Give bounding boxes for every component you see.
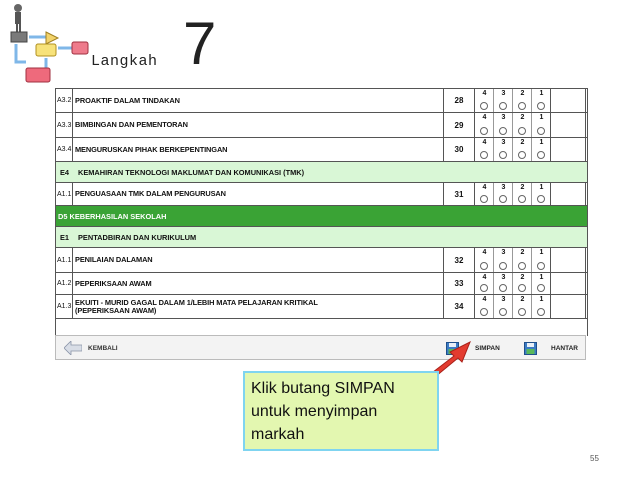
rating-option xyxy=(532,273,551,294)
rating-option xyxy=(532,89,551,112)
floppy-disk-send-icon xyxy=(524,342,537,355)
rating-label: 1 xyxy=(539,114,544,121)
rating-radio[interactable] xyxy=(518,102,526,110)
rating-option xyxy=(532,138,551,161)
rating-radio[interactable] xyxy=(499,127,507,135)
rating-label: 2 xyxy=(520,274,525,281)
rating-radio[interactable] xyxy=(518,151,526,159)
table-row xyxy=(56,273,587,295)
rating-option xyxy=(532,295,551,318)
row-label-text: BIMBINGAN DAN PEMENTORAN xyxy=(75,120,188,129)
row-number: 32 xyxy=(444,248,475,272)
back-arrow-icon xyxy=(64,341,82,355)
rating-option xyxy=(494,248,513,272)
category-label: KEMAHIRAN TEKNOLOGI MAKLUMAT DAN KOMUNIKASI (TMK) xyxy=(78,167,305,177)
category-code: E1 xyxy=(60,232,70,242)
rating-label: 2 xyxy=(520,296,525,303)
rating-label: 3 xyxy=(501,114,506,121)
rating-option xyxy=(494,138,513,161)
category-row xyxy=(56,162,587,183)
empty-cell xyxy=(551,183,586,205)
rating-label: 4 xyxy=(482,274,487,281)
table-row xyxy=(56,295,587,319)
row-code: A1.2 xyxy=(56,273,73,294)
table-row xyxy=(56,113,587,138)
row-label-text: EKUITI - MURID GAGAL DALAM 1/LEBIH MATA PELAJARAN KRITIKAL xyxy=(75,297,318,307)
row-label-text: PROAKTIF DALAM TINDAKAN xyxy=(75,95,180,105)
category-label: PENTADBIRAN DAN KURIKULUM xyxy=(78,232,197,242)
rating-option xyxy=(513,273,532,294)
rating-label: 4 xyxy=(482,249,487,256)
rating-label: 2 xyxy=(520,139,525,146)
rating-option xyxy=(475,183,494,205)
rating-scale xyxy=(475,248,551,272)
rating-option xyxy=(513,183,532,205)
back-button-label: KEMBALI xyxy=(88,344,118,352)
table-row xyxy=(56,248,587,273)
rating-radio[interactable] xyxy=(537,195,545,203)
rating-radio[interactable] xyxy=(499,308,507,316)
row-label xyxy=(73,295,444,318)
rating-option xyxy=(532,183,551,205)
rating-radio[interactable] xyxy=(480,127,488,135)
rating-option xyxy=(494,273,513,294)
rating-option xyxy=(513,113,532,137)
row-label-text: PENGUASAAN TMK DALAM PENGURUSAN xyxy=(75,189,226,198)
section-row xyxy=(56,206,587,227)
rating-option xyxy=(475,248,494,272)
instruction-callout xyxy=(243,371,439,451)
rating-label: 4 xyxy=(482,114,487,121)
rating-option xyxy=(513,295,532,318)
rating-label: 1 xyxy=(539,249,544,256)
rating-radio[interactable] xyxy=(499,262,507,270)
row-code: A3.4 xyxy=(56,138,73,161)
rating-scale xyxy=(475,89,551,112)
rating-option xyxy=(494,89,513,112)
rating-label: 1 xyxy=(539,139,544,146)
row-number: 31 xyxy=(444,183,475,205)
category-cell xyxy=(56,162,587,182)
rating-option xyxy=(513,138,532,161)
row-code: A1.1 xyxy=(56,183,73,205)
rating-radio[interactable] xyxy=(537,284,545,292)
rating-radio[interactable] xyxy=(537,262,545,270)
send-button-label: HANTAR xyxy=(551,344,578,352)
rating-label: 3 xyxy=(501,249,506,256)
rating-label: 3 xyxy=(501,274,506,281)
empty-cell xyxy=(551,89,586,112)
rating-option xyxy=(532,113,551,137)
section-label: D5 KEBERHASILAN SEKOLAH xyxy=(58,211,167,221)
empty-cell xyxy=(551,295,586,318)
rating-radio[interactable] xyxy=(518,284,526,292)
rating-option xyxy=(475,113,494,137)
empty-cell xyxy=(551,248,586,272)
row-label xyxy=(73,113,444,137)
rating-radio[interactable] xyxy=(480,195,488,203)
rating-label: 3 xyxy=(501,90,506,97)
rating-radio[interactable] xyxy=(537,308,545,316)
empty-cell xyxy=(551,113,586,137)
rating-radio[interactable] xyxy=(499,151,507,159)
back-button[interactable] xyxy=(64,340,118,356)
callout-line-1: Klik butang SIMPAN xyxy=(251,380,395,397)
row-code: A3.2 xyxy=(56,89,73,112)
rating-label: 4 xyxy=(482,184,487,191)
row-label xyxy=(73,183,444,205)
rating-scale xyxy=(475,273,551,294)
row-label xyxy=(73,89,444,112)
callout-line-2: untuk menyimpan xyxy=(251,403,378,420)
rating-label: 2 xyxy=(520,90,525,97)
bottom-button-bar xyxy=(55,335,586,360)
send-button[interactable] xyxy=(524,339,578,357)
rating-option xyxy=(513,89,532,112)
row-number: 29 xyxy=(444,113,475,137)
rating-radio[interactable] xyxy=(499,195,507,203)
category-cell xyxy=(56,227,587,247)
rating-radio[interactable] xyxy=(518,195,526,203)
rating-label: 2 xyxy=(520,114,525,121)
rating-scale xyxy=(475,183,551,205)
table-row xyxy=(56,183,587,206)
rating-radio[interactable] xyxy=(518,262,526,270)
row-label-text: PENILAIAN DALAMAN xyxy=(75,255,153,264)
rating-label: 1 xyxy=(539,296,544,303)
rating-radio[interactable] xyxy=(518,308,526,316)
rating-option xyxy=(532,248,551,272)
row-code: A3.3 xyxy=(56,113,73,137)
header-word: Langkah xyxy=(91,53,158,70)
row-number: 34 xyxy=(444,295,475,318)
rating-label: 1 xyxy=(539,274,544,281)
rating-radio[interactable] xyxy=(480,151,488,159)
rating-option xyxy=(513,248,532,272)
save-button-label: SIMPAN xyxy=(475,344,500,352)
assessment-table xyxy=(55,88,588,336)
row-code: A1.3 xyxy=(56,295,73,318)
rating-radio[interactable] xyxy=(480,102,488,110)
empty-cell xyxy=(551,273,586,294)
row-label-text: PEPERIKSAAN AWAM xyxy=(75,278,152,288)
rating-radio[interactable] xyxy=(518,127,526,135)
rating-label: 3 xyxy=(501,296,506,303)
row-label-text: MENGURUSKAN PIHAK BERKEPENTINGAN xyxy=(75,144,228,154)
table-row xyxy=(56,138,587,162)
rating-label: 2 xyxy=(520,184,525,191)
rating-option xyxy=(475,273,494,294)
row-number: 33 xyxy=(444,273,475,294)
rating-option xyxy=(475,138,494,161)
rating-option xyxy=(475,89,494,112)
rating-label: 4 xyxy=(482,296,487,303)
rating-option xyxy=(494,113,513,137)
rating-label: 3 xyxy=(501,184,506,191)
row-label xyxy=(73,248,444,272)
flowchart-logo-icon xyxy=(6,2,90,88)
rating-option xyxy=(494,183,513,205)
row-code: A1.1 xyxy=(56,248,73,272)
rating-label: 1 xyxy=(539,184,544,191)
rating-option xyxy=(494,295,513,318)
row-number: 30 xyxy=(444,138,475,161)
rating-radio[interactable] xyxy=(480,262,488,270)
empty-cell xyxy=(551,138,586,161)
category-code: E4 xyxy=(60,167,70,177)
slide-page-number: 55 xyxy=(590,454,599,463)
rating-radio[interactable] xyxy=(537,127,545,135)
row-label-text-2: (PEPERIKSAAN AWAM) xyxy=(75,305,157,315)
rating-radio[interactable] xyxy=(480,308,488,316)
table-row xyxy=(56,89,587,113)
rating-label: 2 xyxy=(520,249,525,256)
rating-label: 3 xyxy=(501,139,506,146)
rating-scale xyxy=(475,113,551,137)
row-number: 28 xyxy=(444,89,475,112)
rating-radio[interactable] xyxy=(499,102,507,110)
rating-radio[interactable] xyxy=(537,151,545,159)
rating-radio[interactable] xyxy=(499,284,507,292)
rating-label: 1 xyxy=(539,90,544,97)
rating-label: 4 xyxy=(482,90,487,97)
row-label xyxy=(73,138,444,161)
header-step-number: 7 xyxy=(183,10,217,77)
category-row xyxy=(56,227,587,248)
callout-line-3: markah xyxy=(251,426,305,443)
rating-scale xyxy=(475,138,551,161)
rating-radio[interactable] xyxy=(480,284,488,292)
rating-radio[interactable] xyxy=(537,102,545,110)
row-label xyxy=(73,273,444,294)
rating-option xyxy=(475,295,494,318)
rating-scale xyxy=(475,295,551,318)
rating-label: 4 xyxy=(482,139,487,146)
